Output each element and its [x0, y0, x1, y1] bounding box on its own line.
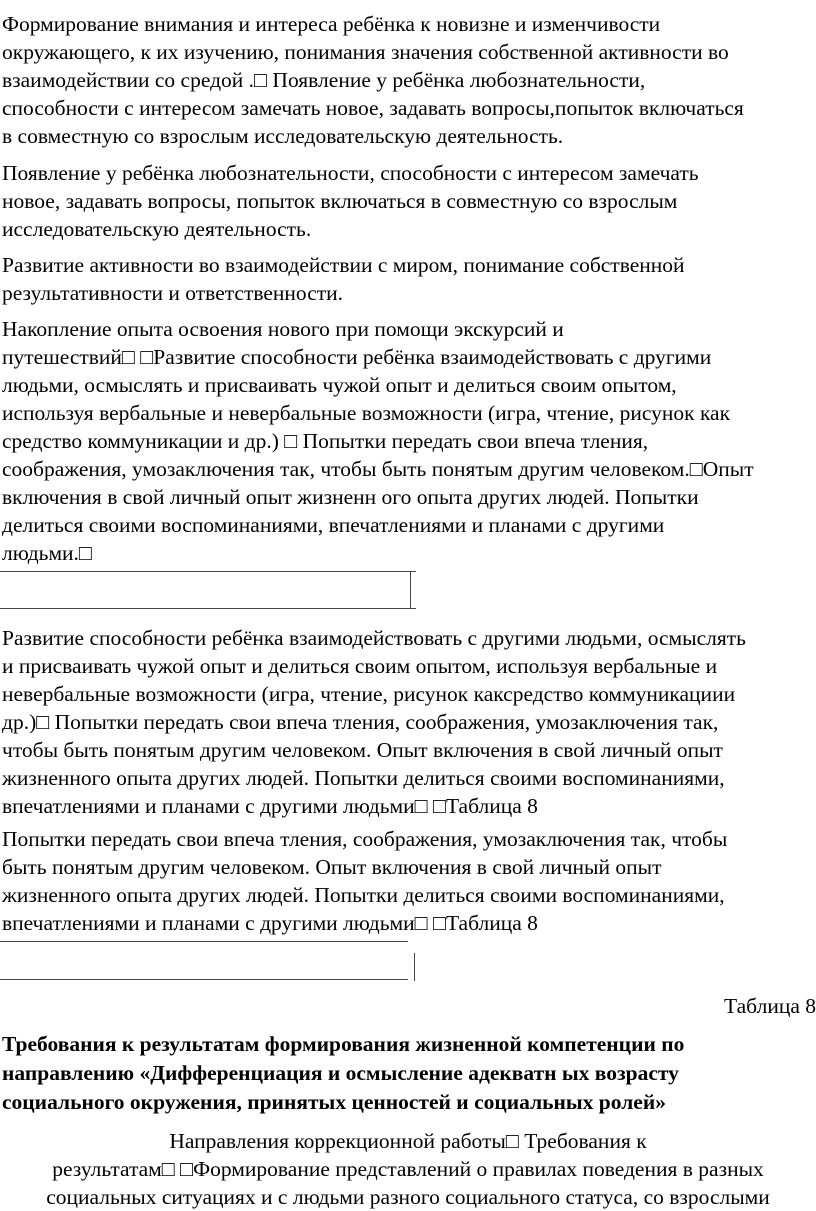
- heading-line: Требования к результатам формирования жизненной компетенции по: [2, 1032, 685, 1056]
- text-line: Развитие активности во взаимодействии с миром, понимание собственной: [2, 253, 685, 277]
- table-rule: [0, 979, 408, 980]
- header-line: результатам□ □Формирование представлений о правилах поведения в разных: [52, 1157, 764, 1181]
- table-caption: Таблица 8: [724, 994, 816, 1018]
- paragraph-6: [2, 825, 816, 937]
- table-rule-vertical: [410, 571, 411, 609]
- text-line: жизненного опыта других людей. Попытки делиться своими воспоминаниями,: [2, 766, 725, 790]
- text-line: соображения, умозаключения так, чтобы быть понятым другим человеком.□Опыт: [2, 457, 754, 481]
- paragraph-5: [2, 624, 816, 820]
- text-line: Появление у ребёнка любознательности, способности с интересом замечать: [2, 161, 699, 185]
- text-line: людьми, осмыслять и присваивать чужой опыт и делиться своим опытом,: [2, 373, 677, 397]
- text-line: способности с интересом замечать новое, задавать вопросы,попыток включаться: [2, 96, 744, 120]
- text-line: впечатлениями и планами с другими людьми□ □Таблица 8: [2, 794, 538, 818]
- table-header: [0, 1127, 816, 1211]
- text-line: Попытки передать свои впеча тления, соображения, умозаключения так, чтобы: [2, 827, 728, 851]
- paragraph-1: [2, 10, 816, 150]
- text-line: др.)□ Попытки передать свои впеча тления, соображения, умозаключения так,: [2, 710, 719, 734]
- text-line: быть понятым другим человеком. Опыт включения в свой личный опыт: [2, 855, 662, 879]
- text-line: чтобы быть понятым другим человеком. Опыт включения в свой личный опыт: [2, 738, 723, 762]
- paragraph-4: [2, 315, 816, 567]
- heading-line: направлению «Дифференциация и осмысление адекватн ых возрасту: [2, 1061, 679, 1085]
- header-line: социальных ситуациях и с людьми разного социального статуса, со взрослыми: [46, 1185, 770, 1209]
- paragraph-2: [2, 159, 816, 243]
- text-line: Накопление опыта освоения нового при помощи экскурсий и: [2, 317, 564, 341]
- text-line: невербальные возможности (игра, чтение, рисунок каксредство коммуникациии: [2, 682, 736, 706]
- text-line: взаимодействии со средой .□ Появление у ребёнка любознательности,: [2, 68, 646, 92]
- table-title: [2, 1030, 684, 1117]
- text-line: людьми.□: [2, 541, 92, 565]
- text-line: окружающего, к их изучению, понимания значения собственной активности во: [2, 40, 729, 64]
- text-line: и присваивать чужой опыт и делиться своим опытом, используя вербальные и: [2, 654, 718, 678]
- text-line: результативности и ответственности.: [2, 281, 344, 305]
- heading-line: социального окружения, принятых ценностей и социальных ролей»: [2, 1090, 666, 1114]
- table-rule: [0, 571, 416, 572]
- table-rule: [0, 608, 416, 609]
- text-line: исследовательскую деятельность.: [2, 217, 312, 241]
- text-line: делиться своими воспоминаниями, впечатлениями и планами с другими: [2, 513, 665, 537]
- text-line: используя вербальные и невербальные возможности (игра, чтение, рисунок как: [2, 401, 731, 425]
- paragraph-3: [2, 251, 816, 307]
- text-line: жизненного опыта других людей. Попытки делиться своими воспоминаниями,: [2, 883, 725, 907]
- text-line: Формирование внимания и интереса ребёнка к новизне и изменчивости: [2, 12, 661, 36]
- text-line: путешествий□ □Развитие способности ребёнка взаимодействовать с другими: [2, 345, 712, 369]
- text-line: включения в свой личный опыт жизненн ого опыта других людей. Попытки: [2, 485, 699, 509]
- text-line: новое, задавать вопросы, попыток включаться в совместную со взрослым: [2, 189, 678, 213]
- text-line: Развитие способности ребёнка взаимодействовать с другими людьми, осмыслять: [2, 626, 746, 650]
- table-rule: [0, 941, 408, 942]
- text-line: впечатлениями и планами с другими людьми□ □Таблица 8: [2, 911, 538, 935]
- table-rule-vertical: [414, 953, 415, 981]
- text-line: средство коммуникации и др.) □ Попытки передать свои впеча тления,: [2, 429, 649, 453]
- text-line: в совместную со взрослым исследовательскую деятельность.: [2, 124, 564, 148]
- header-line: Направления коррекционной работы□ Требования к: [169, 1129, 647, 1153]
